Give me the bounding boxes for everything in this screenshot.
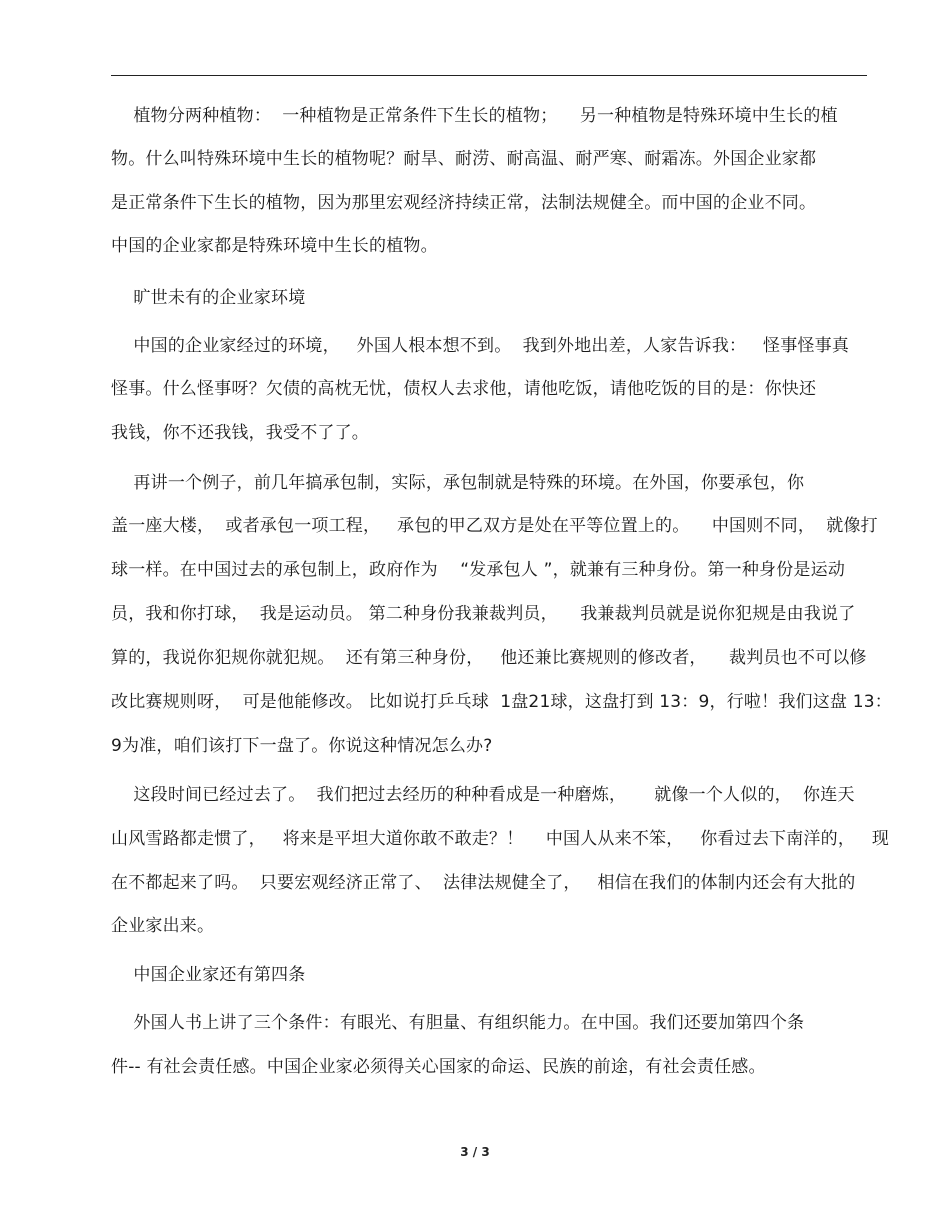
text-line: 这段时间已经过去了。 我们把过去经历的种种看成是一种磨炼， 就像一个人似的， 你连天 bbox=[111, 785, 855, 805]
text-line: 改比赛规则呀， 可是他能修改。 比如说打乒乓球 1盘21球，这盘打到 13：9，行啦！我们这盘 13： bbox=[111, 692, 892, 712]
text-line: 中国的企业家都是特殊环境中生长的植物。 bbox=[111, 236, 438, 256]
text-line: 件-- 有社会责任感。中国企业家必须得关心国家的命运、民族的前途，有社会责任感。 bbox=[111, 1057, 766, 1077]
text-line: 9为准，咱们该打下一盘了。你说这种情况怎么办? bbox=[111, 736, 493, 756]
text-line: 物。什么叫特殊环境中生长的植物呢？耐旱、耐涝、耐高温、耐严寒、耐霜冻。外国企业家都 bbox=[111, 149, 817, 169]
text-line: 山风雪路都走惯了， 将来是平坦大道你敢不敢走？！ 中国人从来不笨， 你看过去下南洋的， 现 bbox=[111, 829, 890, 849]
text-line: 是正常条件下生长的植物，因为那里宏观经济持续正常，法制法规健全。而中国的企业不同。 bbox=[111, 193, 817, 213]
text-line: 算的，我说你犯规你就犯规。 还有第三种身份， 他还兼比赛规则的修改者， 裁判员也不可以修 bbox=[111, 648, 867, 668]
text-line: 盖一座大楼， 或者承包一项工程， 承包的甲乙双方是处在平等位置上的。 中国则不同， 就像打 bbox=[111, 516, 878, 536]
text-line: 我钱，你不还我钱，我受不了了。 bbox=[111, 423, 369, 443]
text-line: 球一样。在中国过去的承包制上，政府作为 “发承包人 ”，就兼有三种身份。第一种身份是运动 bbox=[111, 560, 846, 580]
text-line: 员，我和你打球， 我是运动员。 第二种身份我兼裁判员， 我兼裁判员就是说你犯规是由我说了 bbox=[111, 604, 856, 624]
text-line: 在不都起来了吗。 只要宏观经济正常了、 法律法规健全了， 相信在我们的体制内还会有大批的 bbox=[111, 873, 856, 893]
header-rule bbox=[111, 75, 867, 76]
section-heading: 中国企业家还有第四条 bbox=[111, 965, 306, 985]
text-line: 企业家出来。 bbox=[111, 916, 215, 936]
text-line: 植物分两种植物： 一种植物是正常条件下生长的植物； 另一种植物是特殊环境中生长的植 bbox=[111, 106, 838, 126]
text-line: 再讲一个例子，前几年搞承包制，实际，承包制就是特殊的环境。在外国，你要承包，你 bbox=[111, 473, 805, 493]
text-line: 怪事。什么怪事呀？欠债的高枕无忧，债权人去求他，请他吃饭，请他吃饭的目的是：你快还 bbox=[111, 379, 817, 399]
page-number: 3 / 3 bbox=[460, 1145, 490, 1159]
text-line: 中国的企业家经过的环境， 外国人根本想不到。 我到外地出差，人家告诉我： 怪事怪事真 bbox=[111, 336, 850, 356]
text-line: 外国人书上讲了三个条件：有眼光、有胆量、有组织能力。在中国。我们还要加第四个条 bbox=[111, 1013, 805, 1033]
section-heading: 旷世未有的企业家环境 bbox=[111, 288, 306, 308]
